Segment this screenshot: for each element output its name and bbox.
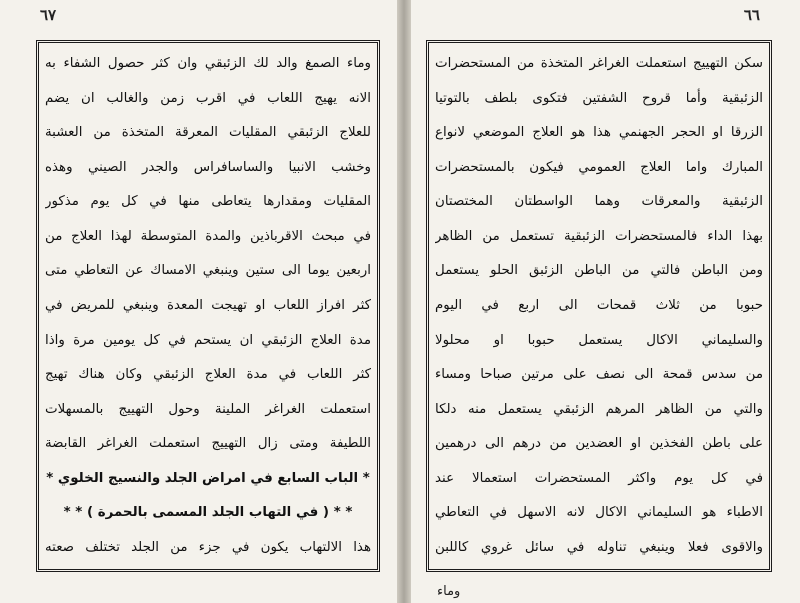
text-line: والسليماني الاكال يستعمل حبوبا او محلولا	[435, 332, 763, 348]
text-line: والاقوى فعلا وينبغي تناوله في سائل غروي كاللبن	[435, 539, 763, 555]
text-line: اللطيفة ومتى زال التهييج استعملت الغراغر القابضة	[45, 436, 371, 452]
book-gutter	[397, 0, 411, 603]
text-line: اربعين يوما الى ستين وينبغي الامساك عن التعاطي متى	[45, 263, 371, 279]
text-line: في مبحث الاقرباذين والمدة المتوسطة لهذا العلاج من	[45, 228, 371, 244]
catchword: وماء	[437, 584, 461, 599]
text-line: من سدس قمحة الى نصف على مرتين صباحا ومساء	[435, 367, 763, 383]
text-line: الاطباء هو السليماني الاكال لانه الاسهل في التعاطي	[435, 505, 763, 521]
text-line: الزئبقية والمعرقات وهما الواسطتان المختصتان	[435, 194, 763, 210]
text-line: مدة العلاج الزئبقي ان يستحم في كل يومين مرة واذا	[45, 332, 371, 348]
text-line: كثر اللعاب في مدة العلاج الزئبقي وكان هناك تهيج	[45, 367, 371, 383]
text-line: المبارك واما العلاج العمومي فيكون بالمستحضرات	[435, 159, 763, 175]
section-heading: * * ( في التهاب الجلد المسمى بالحمرة ) * *	[63, 505, 353, 521]
text-line: الزرقا او الحجر الجهنمي هذا هو العلاج الموضعي لانواع	[435, 125, 763, 141]
text-line: كثر افراز اللعاب او تهيجت المعدة وينبغي للمريض في	[45, 297, 371, 313]
text-line: وماء الصمغ والد لك الزئبقي وان كثر حصول الشفاء به	[45, 56, 371, 71]
text-line: الزئبقية وأما قروح الشفتين فتكوى بلطف بالتوتيا	[435, 90, 763, 106]
right-page	[411, 0, 800, 603]
text-line: والتي من الظاهر المرهم الزئبقي يستعمل منه دلكا	[435, 401, 763, 417]
text-line: في كل يوم واكثر المستحضرات استعمالا عند	[435, 470, 763, 486]
text-line: بهذا الداء فالمستحضرات الزئبقية تستعمل من الظاهر	[435, 228, 763, 244]
text-line: للعلاج الزئبقي المقليات المعرقة المتخذة من العشبة	[45, 125, 371, 141]
text-line: حبوبا من ثلاث قمحات الى اربع في اليوم	[435, 297, 763, 313]
text-frame	[36, 40, 380, 572]
text-line: على باطن الفخذين او العضدين من درهم الى درهمين	[435, 436, 763, 452]
text-line: الانه يهيج اللعاب في اقرب زمن والغالب ان يضم	[45, 90, 371, 106]
text-block	[435, 49, 763, 563]
text-frame	[426, 40, 772, 572]
text-line: استعملت الغراغر الملينة وحول التهييج بالمسهلات	[45, 401, 371, 417]
text-line: سكن التهييج استعملت الغراغر المتخذة من المستحضرات	[435, 56, 763, 71]
text-line: وخشب الانبيا والساسافراس والجدر الصيني وهذه	[45, 159, 371, 175]
chapter-heading: * الباب السابع في امراض الجلد والنسيج الخلوي *	[46, 470, 370, 486]
text-line: المقليات ومقدارها يتعاطى منها في كل يوم مذكور	[45, 194, 371, 210]
text-line: ومن الباطن فالتي من الباطن الزئبق الحلو يستعمل	[435, 263, 763, 279]
text-line: هذا الالتهاب يكون في جزء من الجلد تختلف صعته	[45, 539, 371, 555]
page-number: ٦٧	[40, 6, 57, 24]
left-page	[0, 0, 397, 603]
page-number: ٦٦	[743, 6, 760, 24]
text-block	[45, 49, 371, 563]
